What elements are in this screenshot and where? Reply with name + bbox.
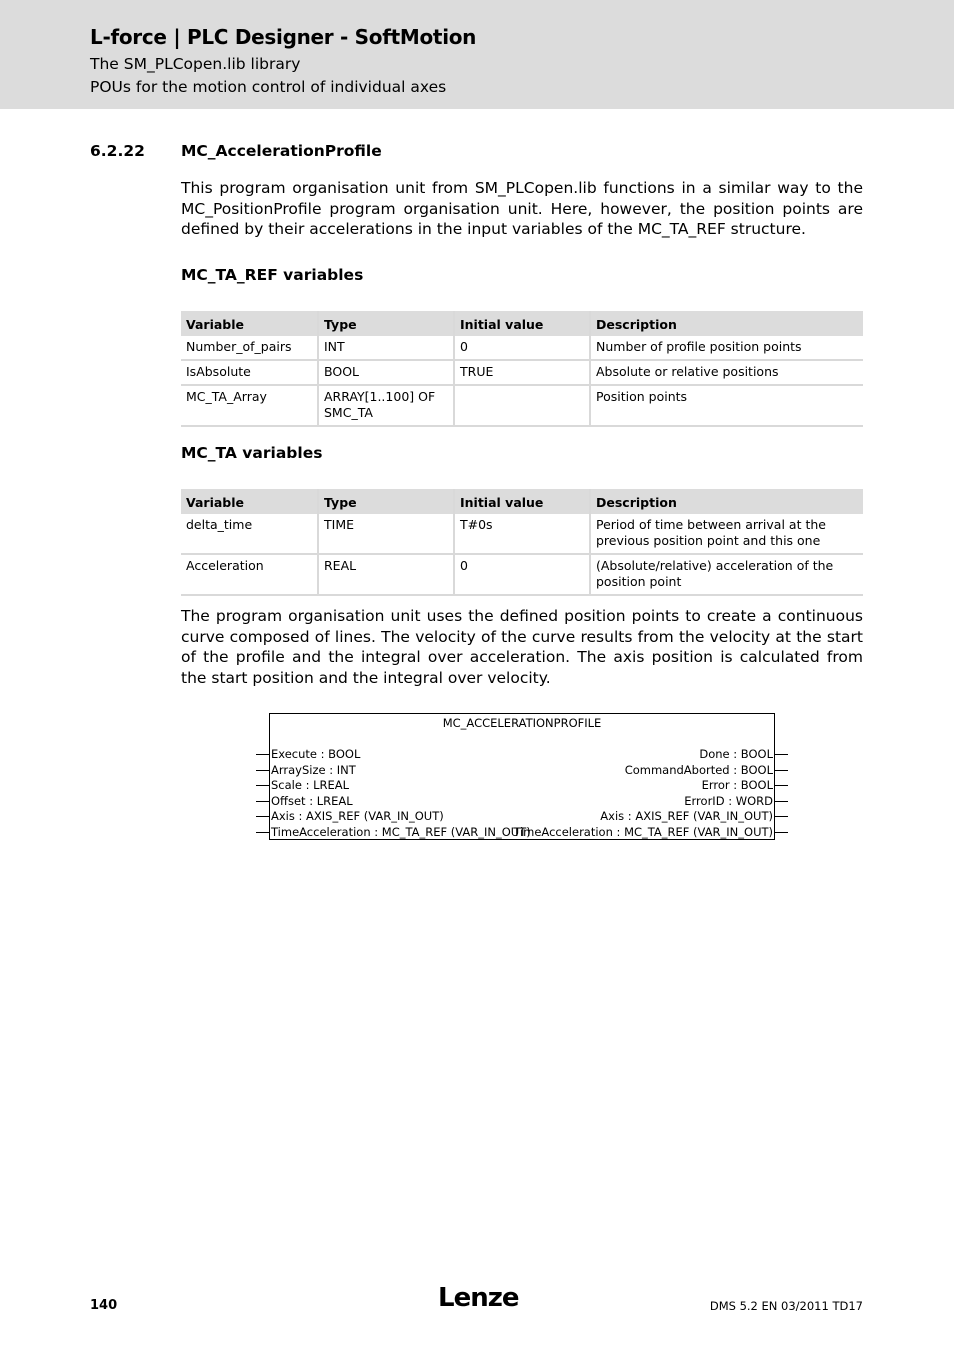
intro-paragraph: This program organisation unit from SM_PLCopen.lib functions in a similar way to the MC_PositionProfile program organisation unit. Here, however, the position points are defined by their accelerations in the input variables of the MC_TA_REF structure. bbox=[181, 179, 863, 238]
table-cell: ARRAY[1..100] OF SMC_TA bbox=[317, 386, 453, 427]
function-block-inputs bbox=[271, 747, 531, 841]
output-pin-line bbox=[775, 816, 788, 817]
column-header: Type bbox=[317, 489, 453, 514]
table-row bbox=[181, 361, 863, 386]
input-pin-line bbox=[256, 832, 269, 833]
table-cell: Number_of_pairs bbox=[181, 336, 317, 361]
table-cell: Period of time between arrival at the previous position point and this one bbox=[589, 514, 863, 555]
column-header: Type bbox=[317, 311, 453, 336]
table-row bbox=[181, 386, 863, 427]
output-pin-label: ErrorID : WORD bbox=[684, 793, 773, 808]
input-pin-label: Execute : BOOL bbox=[271, 747, 361, 761]
input-pin-label: Axis : AXIS_REF (VAR_IN_OUT) bbox=[271, 809, 444, 824]
input-pin-label: ArraySize : INT bbox=[271, 762, 356, 777]
function-block-diagram bbox=[269, 713, 775, 840]
table-cell: Absolute or relative positions bbox=[589, 361, 863, 386]
column-header: Variable bbox=[181, 489, 317, 514]
function-block-name: MC_ACCELERATIONPROFILE bbox=[442, 716, 602, 730]
column-header: Description bbox=[589, 489, 863, 514]
output-pin-line bbox=[775, 770, 788, 771]
header-subtitle-pous: POUs for the motion control of individual axes bbox=[90, 78, 447, 96]
table-cell: MC_TA_Array bbox=[181, 386, 317, 427]
table-row bbox=[181, 336, 863, 361]
input-pin-label: Scale : LREAL bbox=[271, 778, 350, 793]
output-pin-label: CommandAborted : BOOL bbox=[624, 762, 773, 777]
output-pin-line bbox=[775, 754, 788, 755]
function-block-outputs bbox=[513, 747, 773, 841]
header-subtitle-library: The SM_PLCopen.lib library bbox=[90, 55, 301, 73]
table-row bbox=[181, 555, 863, 596]
input-pin-line bbox=[256, 754, 269, 755]
table1-heading: MC_TA_REF variables bbox=[181, 266, 364, 284]
page-number: 140 bbox=[90, 1298, 118, 1313]
section-title: MC_AccelerationProfile bbox=[181, 142, 382, 160]
output-pin-label: Axis : AXIS_REF (VAR_IN_OUT) bbox=[600, 809, 773, 824]
table-cell bbox=[453, 386, 589, 427]
output-pin-line bbox=[775, 801, 788, 802]
output-pin-label: Error : BOOL bbox=[701, 778, 773, 793]
input-pin-line bbox=[256, 770, 269, 771]
table-cell: T#0s bbox=[453, 514, 589, 555]
output-pin-line bbox=[775, 785, 788, 786]
mc-ta-variables-table bbox=[181, 489, 863, 596]
table-cell: TRUE bbox=[453, 361, 589, 386]
column-header: Initial value bbox=[453, 311, 589, 336]
mc-ta-ref-variables-table bbox=[181, 311, 863, 427]
document-id: DMS 5.2 EN 03/2011 TD17 bbox=[709, 1299, 863, 1313]
page-header bbox=[0, 0, 954, 109]
table-cell: IsAbsolute bbox=[181, 361, 317, 386]
table-cell: REAL bbox=[317, 555, 453, 596]
input-pin-line bbox=[256, 785, 269, 786]
table-cell: Number of profile position points bbox=[589, 336, 863, 361]
table2-heading: MC_TA variables bbox=[181, 444, 323, 462]
table-cell: Acceleration bbox=[181, 555, 317, 596]
header-title: L-force | PLC Designer - SoftMotion bbox=[90, 25, 477, 49]
output-pin-label: TimeAcceleration : MC_TA_REF (VAR_IN_OUT) bbox=[513, 824, 773, 839]
table-cell: TIME bbox=[317, 514, 453, 555]
table-row bbox=[181, 514, 863, 555]
table-cell: 0 bbox=[453, 555, 589, 596]
table-cell: Position points bbox=[589, 386, 863, 427]
column-header: Description bbox=[589, 311, 863, 336]
output-pin-label: Done : BOOL bbox=[699, 747, 773, 761]
section-number: 6.2.22 bbox=[90, 142, 145, 160]
input-pin-label: TimeAcceleration : MC_TA_REF (VAR_IN_OUT) bbox=[271, 824, 531, 839]
input-pin-label: Offset : LREAL bbox=[271, 793, 353, 808]
column-header: Initial value bbox=[453, 489, 589, 514]
column-header: Variable bbox=[181, 311, 317, 336]
description-paragraph: The program organisation unit uses the defined position points to create a continuous curve composed of lines. The velocity of the curve results from the velocity at the start of the profile and the integral over acceleration. The axis position is calculated from the start position and the integral over velocity. bbox=[181, 607, 863, 687]
table-cell: (Absolute/relative) acceleration of the position point bbox=[589, 555, 863, 596]
table-cell: INT bbox=[317, 336, 453, 361]
output-pin-line bbox=[775, 832, 788, 833]
input-pin-line bbox=[256, 801, 269, 802]
table-cell: delta_time bbox=[181, 514, 317, 555]
table-cell: 0 bbox=[453, 336, 589, 361]
input-pin-line bbox=[256, 816, 269, 817]
table-cell: BOOL bbox=[317, 361, 453, 386]
lenze-logo: Lenze bbox=[438, 1283, 519, 1313]
